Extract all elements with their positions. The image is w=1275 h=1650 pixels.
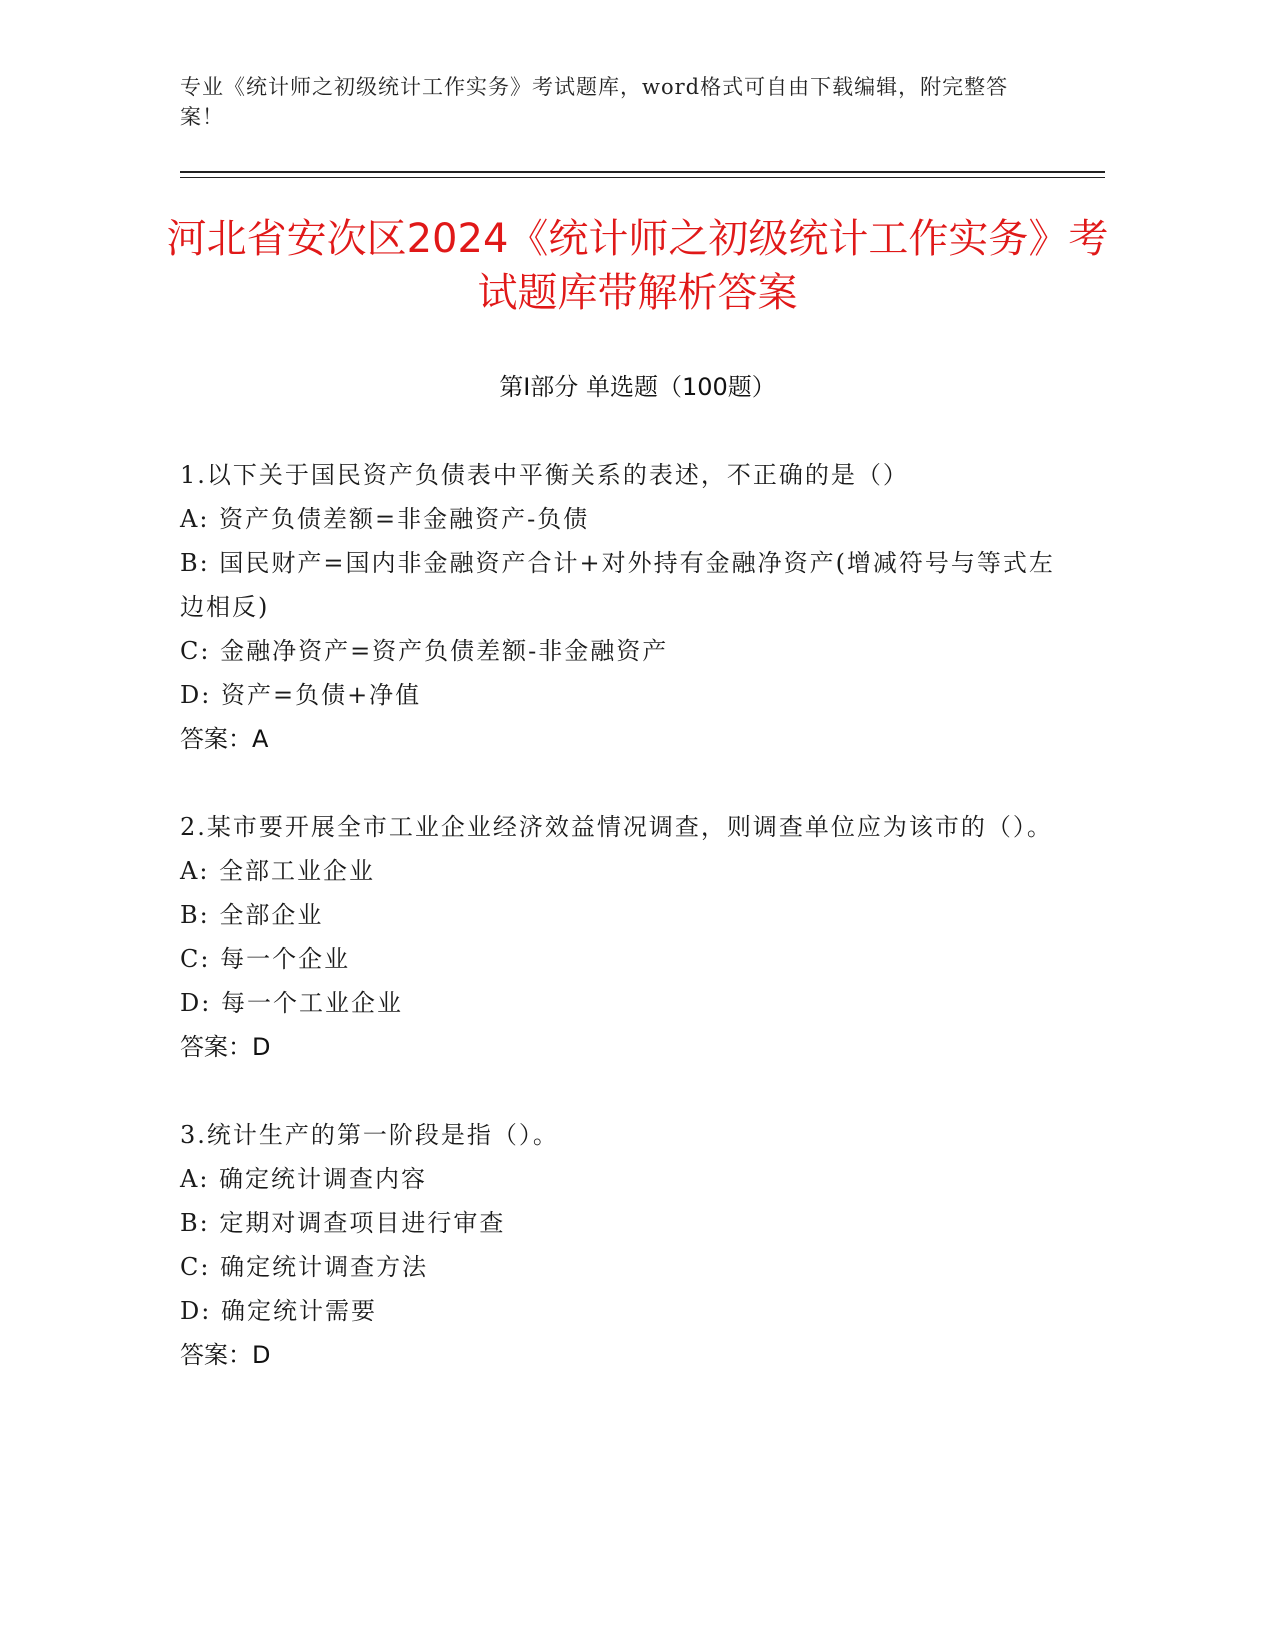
question-list <box>180 453 1060 1421</box>
question-stem: 2.某市要开展全市工业企业经济效益情况调查，则调查单位应为该市的（）。 <box>180 813 1053 841</box>
header-divider-thick <box>180 171 1105 173</box>
answer: 答案：A <box>180 725 269 753</box>
question-item <box>180 1113 1060 1377</box>
option-b: B: 定期对调查项目进行审查 <box>180 1209 506 1237</box>
answer: 答案：D <box>180 1341 271 1369</box>
question-stem: 3.统计生产的第一阶段是指（）。 <box>180 1121 559 1149</box>
option-a: A: 资产负债差额=非金融资产-负债 <box>180 505 590 533</box>
option-d: D: 资产=负债+净值 <box>180 681 422 709</box>
header-note: 专业《统计师之初级统计工作实务》考试题库，word格式可自由下载编辑，附完整答案！ <box>180 75 1009 129</box>
section-title: 第Ⅰ部分 单选题（100题） <box>499 373 776 401</box>
header-divider-thin <box>180 177 1105 178</box>
option-c: C: 确定统计调查方法 <box>180 1253 429 1281</box>
option-a: A: 确定统计调查内容 <box>180 1165 428 1193</box>
option-c: C: 金融净资产=资产负债差额-非金融资产 <box>180 637 669 665</box>
option-b: B: 国民财产=国内非金融资产合计+对外持有金融净资产(增减符号与等式左边相反) <box>180 549 1055 621</box>
option-d: D: 每一个工业企业 <box>180 989 403 1017</box>
question-stem: 1.以下关于国民资产负债表中平衡关系的表述，不正确的是（） <box>180 461 909 489</box>
question-item <box>180 453 1060 761</box>
option-b: B: 全部企业 <box>180 901 324 929</box>
option-d: D: 确定统计需要 <box>180 1297 377 1325</box>
question-item <box>180 805 1060 1069</box>
option-a: A: 全部工业企业 <box>180 857 376 885</box>
option-c: C: 每一个企业 <box>180 945 351 973</box>
document-title: 河北省安次区2024《统计师之初级统计工作实务》考试题库带解析答案 <box>166 216 1109 316</box>
answer: 答案：D <box>180 1033 271 1061</box>
